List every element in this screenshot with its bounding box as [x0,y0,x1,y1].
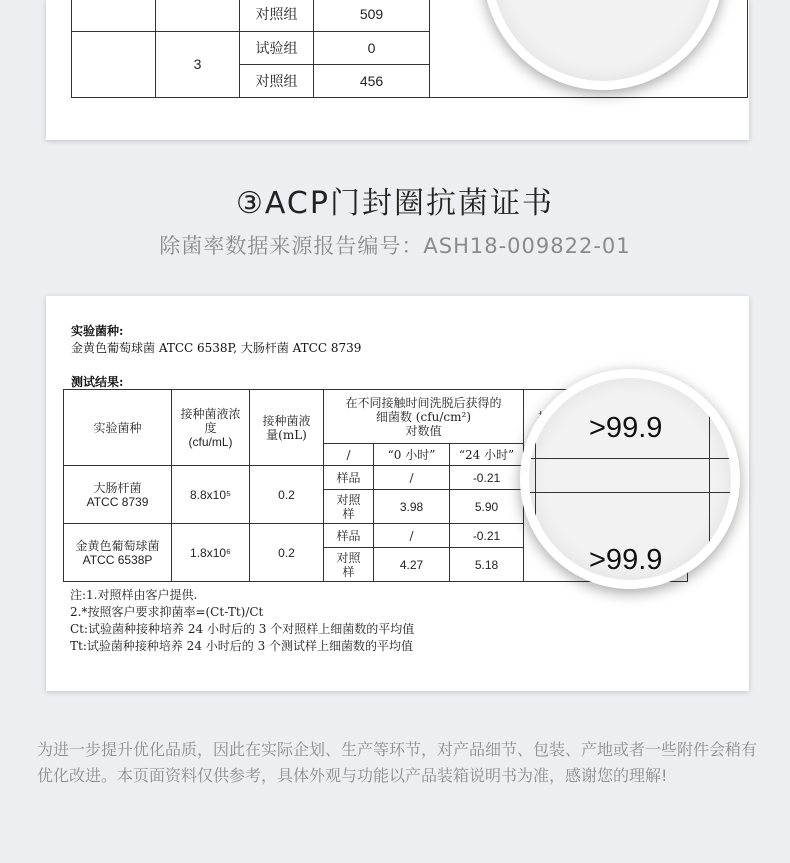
table-cell: 对照组 [240,64,314,97]
section-title: ③ACP门封圈抗菌证书 [236,186,554,221]
table-cell: / [324,444,374,466]
table-cell: 试验组 [240,31,314,64]
species-code: ATCC 6538P [82,552,153,567]
table-cell: 样品 [324,466,374,490]
table-cell [72,31,156,64]
note-line: Ct:试验菌种接种培养 24 小时后的 3 个对照样上细菌数的平均值 [70,622,415,636]
table-cell: 8.8x10⁵ [172,466,250,524]
species-name: 金黄色葡萄球菌 [75,538,160,553]
table-cell: 3 [156,31,240,97]
table-cell: -0.21 [450,524,524,548]
table-cell [156,0,240,31]
table-cell: / [374,524,450,548]
disclaimer-text: 为进一步提升优化品质，因此在实际企划、生产等环节，对产品细节、包装、产地或者一些附件会稍有优化改进。本页面资料仅供参考，具体外观与功能以产品装箱说明书为准，感谢您的理解! [37,740,758,785]
table-cell: 3.98 [374,490,450,524]
table-cell [324,490,374,524]
header-concentration-label: 接种菌液浓度 [180,406,241,435]
table-cell: 5.90 [450,490,524,524]
certificate-card [46,296,749,691]
table-notes [70,587,414,655]
header-counts [324,390,524,444]
table-cell [72,0,156,31]
magnifier-lens [520,369,740,589]
header-counts-line3: 对数值 [405,423,442,438]
strain-label: 实验菌种: [71,324,124,338]
table-cell: / [374,466,450,490]
magnified-rate-value: >99.9 [589,544,663,576]
note-line: Tt:试验菌种接种培养 24 小时后的 3 个测试样上细菌数的平均值 [70,639,414,653]
header-volume [250,390,324,466]
table-cell: 0.2 [250,524,324,582]
lens-grid-line [529,492,731,493]
table-cell: 0.2 [250,466,324,524]
note-line: 注:1.对照样由客户提供. [70,588,198,602]
result-label: 测试结果: [71,375,124,389]
species-code: ATCC 8739 [86,494,149,509]
table-cell: 对照组 [240,0,314,31]
table-cell: 4.27 [374,548,450,582]
table-cell: 样品 [324,524,374,548]
control-label: 对照样 [336,492,361,521]
header-concentration [172,390,250,466]
table-cell: 509 [314,0,430,31]
table-cell: “0 小时” [374,444,450,466]
table-cell: 0 [314,31,430,64]
table-cell: 5.18 [450,548,524,582]
top-certificate-card [46,0,749,140]
table-cell [64,524,172,582]
lens-grid-line [529,458,731,459]
table-cell: 1.8x10⁶ [172,524,250,582]
table-cell [324,548,374,582]
header-species: 实验菌种 [64,390,172,466]
strain-value: 金黄色葡萄球菌 ATCC 6538P, 大肠杆菌 ATCC 8739 [71,341,362,355]
table-cell [72,64,156,97]
table-cell: “24 小时” [450,444,524,466]
header-counts-line2: 细菌数 (cfu/cm²) [375,409,472,424]
table-cell: -0.21 [450,466,524,490]
header-volume-label: 接种菌液量(mL) [262,413,311,442]
table-cell: 456 [314,64,430,97]
lens-grid-line [709,378,710,580]
report-number: 除菌率数据来源报告编号：ASH18-009822-01 [159,234,631,258]
note-line: 2.*按照客户要求抑菌率=(Ct-Tt)/Ct [70,605,264,619]
species-name: 大肠杆菌 [93,480,142,495]
magnified-rate-value: >99.9 [589,412,663,444]
table-cell [64,466,172,524]
lens-grid-line [535,378,536,580]
header-counts-line1: 在不同接触时间洗脱后获得的 [345,395,502,410]
header-concentration-unit: (cfu/mL) [188,434,233,449]
control-label: 对照样 [336,550,361,579]
